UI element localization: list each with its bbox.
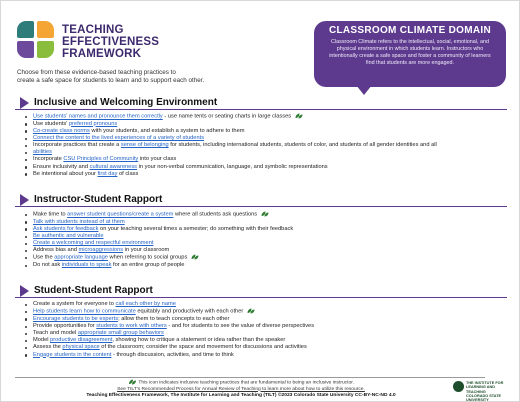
footer-divider xyxy=(15,377,485,378)
practice-link[interactable]: Use students' names and pronounce them correctly xyxy=(33,113,163,120)
practice-item xyxy=(23,211,507,219)
practice-link[interactable]: microaggressions xyxy=(78,247,124,254)
practice-item xyxy=(23,226,507,233)
practice-text: in your classroom xyxy=(123,247,170,254)
practice-link[interactable]: appropriate language xyxy=(54,254,108,261)
practice-text: Incorporate practices that create a xyxy=(33,142,121,149)
section-arrow-icon xyxy=(20,194,29,206)
domain-description xyxy=(321,39,499,67)
practice-item xyxy=(23,344,507,351)
tilt-logo-line: LEARNING AND TEACHING xyxy=(466,385,495,394)
description-line: find that students are more engaged. xyxy=(365,59,455,66)
practice-text: - use name tents or seating charts in large classes xyxy=(162,113,292,120)
domain-title: CLASSROOM CLIMATE DOMAIN xyxy=(328,25,491,36)
practice-text: ; allow them to teach concepts to each other xyxy=(118,315,230,322)
brand-title xyxy=(62,24,159,60)
practice-link[interactable]: Talk with students instead of at them xyxy=(33,218,125,225)
practice-item xyxy=(23,171,507,178)
practice-link[interactable]: sense of belonging xyxy=(120,142,169,149)
description-line: physical environment in which students learn. Instructors who xyxy=(336,45,484,52)
practice-text: on your teaching several times a semester; do something with their feedback xyxy=(98,225,294,232)
description-line: intentionally create a safe space and foster a community of learners xyxy=(329,52,491,59)
practice-link[interactable]: physical space xyxy=(62,344,100,351)
inclusive-leaf-icon xyxy=(260,211,270,217)
practice-link[interactable]: Be authentic and vulnerable xyxy=(33,232,104,239)
practice-text: in your non-verbal communication, language, and symbolic representations xyxy=(137,163,328,170)
tilt-logo-text xyxy=(466,381,513,402)
practice-item xyxy=(23,323,507,330)
practice-link[interactable]: preferred pronouns xyxy=(68,120,118,127)
section-arrow-icon xyxy=(20,285,29,297)
practice-text: Ensure inclusivity and xyxy=(33,163,90,170)
practice-link[interactable]: Create a welcoming and respectful environment xyxy=(33,240,154,247)
footer-text xyxy=(41,379,441,399)
practice-text: Create a system for everyone to xyxy=(33,301,116,307)
practice-item xyxy=(23,135,507,142)
footer-line-text: This icon indicates inclusive teaching practices that are fundamental to being an inclusive instructor. xyxy=(138,380,354,386)
domain-callout xyxy=(314,21,506,87)
practice-text: Model xyxy=(33,337,51,344)
practice-text: where all students ask questions xyxy=(173,211,258,218)
practice-link[interactable]: call each other by name xyxy=(115,301,176,307)
practice-text: Be intentional about your xyxy=(33,170,98,177)
practice-link[interactable]: Connect the content to the lived experiences of a variety of students xyxy=(33,134,205,141)
practice-text: Address bias and xyxy=(33,247,79,254)
inclusive-leaf-icon xyxy=(246,308,256,314)
practice-link[interactable]: first day xyxy=(97,170,118,177)
practice-item xyxy=(23,149,507,156)
practice-item xyxy=(23,352,507,359)
practice-text: into your class xyxy=(138,156,177,163)
practice-text: of the classroom; consider the space and movement for discussions and activities xyxy=(99,344,307,351)
section-header-student-student xyxy=(15,284,507,298)
practice-item xyxy=(23,142,507,149)
section-title: Inclusive and Welcoming Environment xyxy=(34,97,218,108)
practice-text: with your students, and establish a system to adhere to them xyxy=(89,127,245,134)
brand-line: TEACHING xyxy=(62,24,124,36)
practice-link[interactable]: Help students learn how to communicate xyxy=(33,308,136,315)
section-arrow-icon xyxy=(20,97,29,109)
practice-text: equitably and productively with each other xyxy=(135,308,244,315)
practice-item xyxy=(23,164,507,171)
practice-list-inclusive xyxy=(23,113,507,178)
practice-item xyxy=(23,113,507,121)
practice-link[interactable]: Co-create class norms xyxy=(33,127,90,134)
practice-link[interactable]: CSU Principles of Community xyxy=(63,156,139,163)
practice-text: Incorporate xyxy=(33,156,64,163)
practice-list-instructor-student xyxy=(23,211,507,269)
practice-item xyxy=(23,337,507,344)
practice-item xyxy=(23,156,507,163)
practice-text: Use the xyxy=(33,254,55,261)
section-header-inclusive xyxy=(15,96,507,110)
practice-item xyxy=(23,308,507,316)
logo-mark-icon xyxy=(17,21,55,59)
practice-text: Provide opportunities for xyxy=(33,322,97,329)
inclusive-leaf-icon xyxy=(190,254,200,260)
footer-copyright: Teaching Effectiveness Framework, The Institute for Learning and Teaching (TILT) ©2023 Colorado State University CC-BY-NC-ND 4.0 xyxy=(86,392,396,398)
practice-text: Use students' xyxy=(33,120,69,127)
intro-text xyxy=(17,69,297,85)
tilt-logo-line: THE INSTITUTE FOR xyxy=(466,381,504,385)
practice-item xyxy=(23,316,507,323)
practice-text: Do not ask xyxy=(33,262,62,269)
practice-list-student-student xyxy=(23,301,507,359)
practice-text: , showing how to critique a statement or idea rather than the speaker xyxy=(112,337,286,344)
brand-line: FRAMEWORK xyxy=(62,48,142,60)
practice-text: Make time to xyxy=(33,211,68,218)
practice-link[interactable]: Engage students in the content xyxy=(33,351,112,358)
practice-link[interactable]: productive disagreement xyxy=(50,337,113,344)
practice-item xyxy=(23,247,507,254)
practice-item xyxy=(23,128,507,135)
practice-link[interactable]: abilities xyxy=(33,149,52,156)
tilt-logo-line: COLORADO STATE UNIVERSITY xyxy=(466,393,502,402)
practice-item xyxy=(23,219,507,226)
inclusive-leaf-icon xyxy=(128,379,137,385)
practice-text: of class xyxy=(117,170,139,177)
footer-line xyxy=(41,379,441,387)
practice-text: when referring to social groups xyxy=(107,254,188,261)
practice-link[interactable]: individuals to speak xyxy=(61,262,112,269)
description-line: Classroom Climate refers to the intellectual, social, emotional, and xyxy=(331,39,489,45)
practice-item xyxy=(23,233,507,240)
practice-link[interactable]: students to work with others xyxy=(96,322,167,329)
practice-text: - and for students to see the value of diverse perspectives xyxy=(166,322,315,329)
callout-tail xyxy=(356,85,372,95)
practice-item xyxy=(23,330,507,337)
brand-line: EFFECTIVENESS xyxy=(62,36,160,48)
tilt-logo-icon xyxy=(453,380,513,402)
practice-link[interactable]: cultural awareness xyxy=(89,163,138,170)
practice-item xyxy=(23,254,507,262)
practice-item xyxy=(23,240,507,247)
practice-link[interactable]: Ask students for feedback xyxy=(33,225,99,232)
practice-text: for an entire group of people xyxy=(111,262,185,269)
footer-review-link[interactable]: See TILT's Recommended Process for Annual Review of Teaching to learn more about how to utilize this resource. xyxy=(117,386,365,392)
section-title: Student-Student Rapport xyxy=(34,285,153,296)
inclusive-leaf-icon xyxy=(294,113,304,119)
practice-link[interactable]: answer student questions/create a system xyxy=(67,211,174,218)
practice-item xyxy=(23,121,507,128)
section-header-instructor-student xyxy=(15,193,507,207)
practice-link[interactable]: appropriate small group behaviors xyxy=(77,330,164,337)
intro-line: create a safe space for students to learn and to support each other. xyxy=(17,77,205,85)
practice-item xyxy=(23,262,507,269)
tilt-mark xyxy=(453,381,464,392)
practice-text: Teach and model xyxy=(33,330,78,337)
practice-item xyxy=(23,301,507,308)
practice-text: Assess the xyxy=(33,344,63,351)
practice-text: - through discussion, activities, and time to think xyxy=(111,351,234,358)
intro-line: Choose from these evidence-based teaching practices to xyxy=(17,69,176,76)
practice-text: for students, including international students, students of color, and students of all gender identities and all xyxy=(168,142,437,149)
section-title: Instructor-Student Rapport xyxy=(34,194,163,205)
practice-link[interactable]: Encourage students to be experts xyxy=(33,315,119,322)
